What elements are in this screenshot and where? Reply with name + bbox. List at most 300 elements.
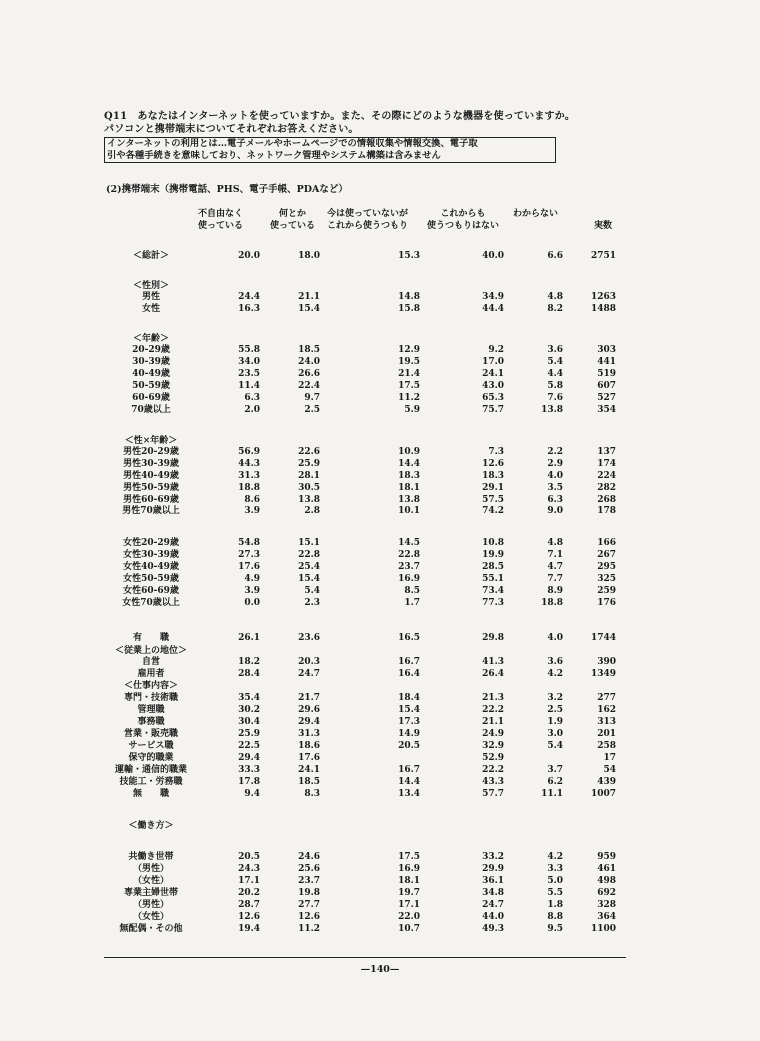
cell-col-6: 282 xyxy=(597,483,616,493)
cell-col-5: 18.8 xyxy=(541,598,563,608)
cell-col-2: 31.3 xyxy=(298,729,320,739)
cell-col-1: 24.3 xyxy=(238,864,260,874)
cell-col-6: 166 xyxy=(597,538,616,548)
cell-col-4: 44.0 xyxy=(482,912,504,922)
cell-col-1: 17.1 xyxy=(238,876,260,886)
cell-col-3: 22.8 xyxy=(398,550,420,560)
table-row xyxy=(0,864,760,875)
row-label: 女性20-29歳 xyxy=(123,538,179,548)
cell-col-6: 959 xyxy=(597,852,616,862)
cell-col-3: 13.4 xyxy=(398,789,420,799)
cell-col-4: 21.1 xyxy=(482,717,504,727)
cell-col-6: 692 xyxy=(597,888,616,898)
cell-col-6: 201 xyxy=(597,729,616,739)
table-row xyxy=(0,369,760,380)
cell-col-2: 26.6 xyxy=(298,369,320,379)
row-label: 男性70歳以上 xyxy=(122,506,180,516)
cell-col-4: 21.3 xyxy=(482,693,504,703)
cell-col-5: 11.1 xyxy=(541,789,563,799)
cell-col-2: 2.8 xyxy=(304,506,320,516)
cell-col-6: 268 xyxy=(597,495,616,505)
cell-col-1: 44.3 xyxy=(238,459,260,469)
cell-col-5: 9.5 xyxy=(547,924,563,934)
cell-col-5: 3.6 xyxy=(547,345,563,355)
table-row xyxy=(0,888,760,899)
table-row xyxy=(0,495,760,506)
row-label: （女性） xyxy=(132,912,169,922)
cell-col-4: 24.7 xyxy=(482,900,504,910)
row-label: ＜性別＞ xyxy=(132,281,169,291)
cell-col-1: 4.9 xyxy=(244,574,260,584)
cell-col-5: 5.4 xyxy=(547,357,563,367)
cell-col-2: 25.6 xyxy=(298,864,320,874)
cell-col-6: 267 xyxy=(597,550,616,560)
row-label: 自営 xyxy=(141,657,160,667)
row-label: ＜働き方＞ xyxy=(128,821,174,831)
table-row xyxy=(0,633,760,644)
row-label: ＜年齢＞ xyxy=(132,334,169,344)
row-label: ＜仕事内容＞ xyxy=(123,681,178,691)
cell-col-2: 23.6 xyxy=(298,633,320,643)
cell-col-3: 14.4 xyxy=(398,777,420,787)
cell-col-6: 328 xyxy=(597,900,616,910)
cell-col-2: 24.1 xyxy=(298,765,320,775)
cell-col-6: 313 xyxy=(597,717,616,727)
row-label: 男性 xyxy=(141,292,160,302)
column-header-5: わからない xyxy=(513,209,559,219)
cell-col-2: 18.5 xyxy=(298,777,320,787)
table-row xyxy=(0,506,760,517)
cell-col-1: 11.4 xyxy=(238,381,260,391)
cell-col-4: 19.9 xyxy=(482,550,504,560)
cell-col-4: 28.5 xyxy=(482,562,504,572)
cell-col-4: 57.5 xyxy=(482,495,504,505)
cell-col-3: 11.2 xyxy=(398,393,420,403)
table-row xyxy=(0,436,760,447)
row-label: ＜総計＞ xyxy=(132,251,169,261)
cell-col-3: 14.9 xyxy=(398,729,420,739)
cell-col-5: 3.0 xyxy=(547,729,563,739)
cell-col-5: 7.1 xyxy=(547,550,563,560)
cell-col-6: 1744 xyxy=(590,633,616,643)
cell-col-3: 13.8 xyxy=(398,495,420,505)
cell-col-3: 8.5 xyxy=(404,586,420,596)
cell-col-5: 5.0 xyxy=(547,876,563,886)
cell-col-4: 74.2 xyxy=(482,506,504,516)
row-label: 営業・販売職 xyxy=(123,729,178,739)
table-subtitle: (2)携帯端末（携帯電話、PHS、電子手帳、PDAなど） xyxy=(106,184,348,195)
cell-col-5: 4.8 xyxy=(547,538,563,548)
cell-col-2: 5.4 xyxy=(304,586,320,596)
cell-col-1: 29.4 xyxy=(238,753,260,763)
cell-col-2: 15.1 xyxy=(298,538,320,548)
cell-col-4: 29.1 xyxy=(482,483,504,493)
row-label: ＜従業上の地位＞ xyxy=(114,646,187,656)
cell-col-4: 34.8 xyxy=(482,888,504,898)
cell-col-3: 16.4 xyxy=(398,669,420,679)
cell-col-2: 9.7 xyxy=(304,393,320,403)
table-row xyxy=(0,693,760,704)
cell-col-1: 20.5 xyxy=(238,852,260,862)
cell-col-5: 4.0 xyxy=(547,633,563,643)
table-row xyxy=(0,304,760,315)
cell-col-2: 23.7 xyxy=(298,876,320,886)
cell-col-1: 17.6 xyxy=(238,562,260,572)
row-label: 男性50-59歳 xyxy=(123,483,179,493)
cell-col-4: 34.9 xyxy=(482,292,504,302)
cell-col-6: 439 xyxy=(597,777,616,787)
cell-col-6: 162 xyxy=(597,705,616,715)
cell-col-3: 16.7 xyxy=(398,765,420,775)
cell-col-6: 527 xyxy=(597,393,616,403)
row-label: 無配偶・その他 xyxy=(119,924,183,934)
cell-col-1: 8.6 xyxy=(244,495,260,505)
cell-col-5: 7.7 xyxy=(547,574,563,584)
cell-col-3: 22.0 xyxy=(398,912,420,922)
cell-col-3: 16.9 xyxy=(398,574,420,584)
cell-col-2: 17.6 xyxy=(298,753,320,763)
cell-col-5: 5.4 xyxy=(547,741,563,751)
row-label: 保守的職業 xyxy=(128,753,174,763)
row-label: 40-49歳 xyxy=(132,369,170,379)
cell-col-3: 18.1 xyxy=(398,876,420,886)
cell-col-4: 12.6 xyxy=(482,459,504,469)
cell-col-2: 27.7 xyxy=(298,900,320,910)
row-label: 雇用者 xyxy=(137,669,165,679)
cell-col-4: 73.4 xyxy=(482,586,504,596)
cell-col-3: 15.3 xyxy=(398,251,420,261)
cell-col-1: 24.4 xyxy=(238,292,260,302)
row-label: 女性50-59歳 xyxy=(123,574,179,584)
row-label: 事務職 xyxy=(137,717,165,727)
cell-col-4: 29.8 xyxy=(482,633,504,643)
cell-col-2: 18.6 xyxy=(298,741,320,751)
cell-col-2: 2.5 xyxy=(304,405,320,415)
cell-col-5: 2.5 xyxy=(547,705,563,715)
row-label: 女性60-69歳 xyxy=(123,586,179,596)
row-label: 専門・技術職 xyxy=(123,693,178,703)
cell-col-5: 4.7 xyxy=(547,562,563,572)
cell-col-2: 28.1 xyxy=(298,471,320,481)
cell-col-1: 33.3 xyxy=(238,765,260,775)
row-label: 有 職 xyxy=(132,633,169,643)
cell-col-1: 9.4 xyxy=(244,789,260,799)
column-header-3: 今は使っていないが これから使うつもり xyxy=(327,209,409,231)
table-row xyxy=(0,334,760,345)
cell-col-6: 303 xyxy=(597,345,616,355)
table-row xyxy=(0,381,760,392)
question-line-2: パソコンと携帯端末についてそれぞれお答えください。 xyxy=(104,124,359,135)
cell-col-5: 3.5 xyxy=(547,483,563,493)
cell-col-3: 18.1 xyxy=(398,483,420,493)
cell-col-5: 2.9 xyxy=(547,459,563,469)
cell-col-5: 1.9 xyxy=(547,717,563,727)
cell-col-6: 224 xyxy=(597,471,616,481)
cell-col-3: 14.5 xyxy=(398,538,420,548)
cell-col-5: 4.0 xyxy=(547,471,563,481)
table-row xyxy=(0,729,760,740)
cell-col-3: 23.7 xyxy=(398,562,420,572)
cell-col-1: 19.4 xyxy=(238,924,260,934)
cell-col-4: 33.2 xyxy=(482,852,504,862)
cell-col-3: 16.9 xyxy=(398,864,420,874)
cell-col-3: 19.5 xyxy=(398,357,420,367)
cell-col-5: 8.8 xyxy=(547,912,563,922)
cell-col-6: 2751 xyxy=(590,251,616,261)
cell-col-2: 25.9 xyxy=(298,459,320,469)
table-row xyxy=(0,753,760,764)
cell-col-3: 19.7 xyxy=(398,888,420,898)
cell-col-5: 9.0 xyxy=(547,506,563,516)
cell-col-2: 18.5 xyxy=(298,345,320,355)
cell-col-6: 1349 xyxy=(590,669,616,679)
cell-col-5: 5.8 xyxy=(547,381,563,391)
cell-col-4: 32.9 xyxy=(482,741,504,751)
cell-col-6: 607 xyxy=(597,381,616,391)
cell-col-2: 22.8 xyxy=(298,550,320,560)
row-label: 男性40-49歳 xyxy=(123,471,179,481)
row-label: 60-69歳 xyxy=(132,393,170,403)
row-label: 女性 xyxy=(141,304,160,314)
cell-col-1: 35.4 xyxy=(238,693,260,703)
cell-col-2: 18.0 xyxy=(298,251,320,261)
table-row xyxy=(0,471,760,482)
table-row xyxy=(0,562,760,573)
cell-col-6: 461 xyxy=(597,864,616,874)
cell-col-3: 15.8 xyxy=(398,304,420,314)
cell-col-1: 22.5 xyxy=(238,741,260,751)
table-row xyxy=(0,876,760,887)
row-label: 無 職 xyxy=(132,789,169,799)
cell-col-5: 6.6 xyxy=(547,251,563,261)
cell-col-3: 5.9 xyxy=(404,405,420,415)
cell-col-4: 41.3 xyxy=(482,657,504,667)
row-label: ＜性×年齢＞ xyxy=(124,436,178,446)
table-row xyxy=(0,705,760,716)
cell-col-4: 26.4 xyxy=(482,669,504,679)
table-bottom-rule xyxy=(104,957,626,958)
table-row xyxy=(0,405,760,416)
row-label: 70歳以上 xyxy=(131,405,171,415)
cell-col-5: 3.7 xyxy=(547,765,563,775)
cell-col-2: 29.4 xyxy=(298,717,320,727)
row-label: 男性60-69歳 xyxy=(123,495,179,505)
cell-col-5: 4.2 xyxy=(547,669,563,679)
table-row xyxy=(0,765,760,776)
cell-col-1: 28.7 xyxy=(238,900,260,910)
table-row xyxy=(0,852,760,863)
cell-col-1: 17.8 xyxy=(238,777,260,787)
cell-col-5: 6.2 xyxy=(547,777,563,787)
cell-col-4: 49.3 xyxy=(482,924,504,934)
row-label: 30-39歳 xyxy=(132,357,170,367)
cell-col-4: 24.9 xyxy=(482,729,504,739)
cell-col-5: 4.8 xyxy=(547,292,563,302)
cell-col-3: 18.3 xyxy=(398,471,420,481)
cell-col-1: 23.5 xyxy=(238,369,260,379)
cell-col-2: 30.5 xyxy=(298,483,320,493)
cell-col-1: 31.3 xyxy=(238,471,260,481)
cell-col-6: 1488 xyxy=(590,304,616,314)
column-header-1: 不自由なく 使っている xyxy=(198,209,244,231)
table-row xyxy=(0,393,760,404)
table-row xyxy=(0,681,760,692)
table-row xyxy=(0,586,760,597)
cell-col-6: 174 xyxy=(597,459,616,469)
cell-col-4: 52.9 xyxy=(482,753,504,763)
cell-col-6: 259 xyxy=(597,586,616,596)
cell-col-2: 21.7 xyxy=(298,693,320,703)
cell-col-4: 40.0 xyxy=(482,251,504,261)
cell-col-6: 1007 xyxy=(590,789,616,799)
table-row xyxy=(0,251,760,262)
table-row xyxy=(0,459,760,470)
row-label: 女性30-39歳 xyxy=(123,550,179,560)
cell-col-3: 14.8 xyxy=(398,292,420,302)
table-row xyxy=(0,357,760,368)
row-label: （男性） xyxy=(132,864,169,874)
cell-col-4: 29.9 xyxy=(482,864,504,874)
cell-col-1: 18.8 xyxy=(238,483,260,493)
cell-col-3: 1.7 xyxy=(404,598,420,608)
cell-col-2: 20.3 xyxy=(298,657,320,667)
cell-col-2: 25.4 xyxy=(298,562,320,572)
cell-col-3: 10.7 xyxy=(398,924,420,934)
cell-col-5: 8.9 xyxy=(547,586,563,596)
cell-col-2: 19.8 xyxy=(298,888,320,898)
row-label: 20-29歳 xyxy=(132,345,170,355)
note-line-2: 引や各種手続きを意味しており、ネットワーク管理やシステム構築は含みません xyxy=(107,150,441,161)
cell-col-3: 17.3 xyxy=(398,717,420,727)
cell-col-5: 2.2 xyxy=(547,447,563,457)
cell-col-4: 10.8 xyxy=(482,538,504,548)
cell-col-6: 295 xyxy=(597,562,616,572)
cell-col-1: 2.0 xyxy=(244,405,260,415)
cell-col-6: 354 xyxy=(597,405,616,415)
cell-col-3: 17.5 xyxy=(398,852,420,862)
cell-col-4: 18.3 xyxy=(482,471,504,481)
cell-col-5: 5.5 xyxy=(547,888,563,898)
cell-col-5: 1.8 xyxy=(547,900,563,910)
cell-col-4: 77.3 xyxy=(482,598,504,608)
cell-col-1: 30.4 xyxy=(238,717,260,727)
cell-col-3: 12.9 xyxy=(398,345,420,355)
cell-col-2: 24.6 xyxy=(298,852,320,862)
cell-col-1: 55.8 xyxy=(238,345,260,355)
cell-col-2: 12.6 xyxy=(298,912,320,922)
cell-col-6: 519 xyxy=(597,369,616,379)
cell-col-3: 10.9 xyxy=(398,447,420,457)
cell-col-3: 21.4 xyxy=(398,369,420,379)
cell-col-6: 176 xyxy=(597,598,616,608)
cell-col-5: 3.2 xyxy=(547,693,563,703)
cell-col-2: 13.8 xyxy=(298,495,320,505)
cell-col-1: 20.0 xyxy=(238,251,260,261)
column-header-2: 何とか 使っている xyxy=(270,209,316,231)
cell-col-4: 43.0 xyxy=(482,381,504,391)
cell-col-6: 137 xyxy=(597,447,616,457)
row-label: サービス職 xyxy=(128,741,174,751)
cell-col-6: 178 xyxy=(597,506,616,516)
row-label: （男性） xyxy=(132,900,169,910)
cell-col-2: 24.7 xyxy=(298,669,320,679)
cell-col-4: 43.3 xyxy=(482,777,504,787)
table-row xyxy=(0,574,760,585)
table-row xyxy=(0,483,760,494)
row-label: 男性20-29歳 xyxy=(123,447,179,457)
cell-col-4: 57.7 xyxy=(482,789,504,799)
cell-col-2: 24.0 xyxy=(298,357,320,367)
table-row xyxy=(0,657,760,668)
cell-col-1: 3.9 xyxy=(244,506,260,516)
cell-col-4: 17.0 xyxy=(482,357,504,367)
definition-note-box xyxy=(104,137,556,163)
cell-col-6: 17 xyxy=(603,753,616,763)
row-label: 50-59歳 xyxy=(132,381,170,391)
cell-col-3: 10.1 xyxy=(398,506,420,516)
cell-col-5: 4.2 xyxy=(547,852,563,862)
table-row xyxy=(0,669,760,680)
cell-col-1: 28.4 xyxy=(238,669,260,679)
cell-col-2: 22.4 xyxy=(298,381,320,391)
cell-col-1: 56.9 xyxy=(238,447,260,457)
cell-col-1: 34.0 xyxy=(238,357,260,367)
cell-col-4: 7.3 xyxy=(488,447,504,457)
cell-col-2: 15.4 xyxy=(298,304,320,314)
cell-col-6: 390 xyxy=(597,657,616,667)
row-label: 男性30-39歳 xyxy=(123,459,179,469)
table-row xyxy=(0,821,760,832)
table-row xyxy=(0,281,760,292)
cell-col-2: 29.6 xyxy=(298,705,320,715)
table-row xyxy=(0,538,760,549)
cell-col-2: 15.4 xyxy=(298,574,320,584)
cell-col-4: 22.2 xyxy=(482,705,504,715)
row-label: 管理職 xyxy=(137,705,165,715)
cell-col-2: 22.6 xyxy=(298,447,320,457)
cell-col-6: 277 xyxy=(597,693,616,703)
cell-col-5: 4.4 xyxy=(547,369,563,379)
cell-col-3: 20.5 xyxy=(398,741,420,751)
table-row xyxy=(0,912,760,923)
cell-col-2: 8.3 xyxy=(304,789,320,799)
table-row xyxy=(0,598,760,609)
cell-col-6: 325 xyxy=(597,574,616,584)
table-row xyxy=(0,550,760,561)
table-row xyxy=(0,292,760,303)
cell-col-3: 14.4 xyxy=(398,459,420,469)
cell-col-4: 24.1 xyxy=(482,369,504,379)
cell-col-2: 21.1 xyxy=(298,292,320,302)
cell-col-1: 30.2 xyxy=(238,705,260,715)
row-label: 専業主婦世帯 xyxy=(123,888,178,898)
column-header-4: これからも 使うつもりはない xyxy=(427,209,500,231)
cell-col-4: 9.2 xyxy=(488,345,504,355)
cell-col-5: 7.6 xyxy=(547,393,563,403)
cell-col-3: 17.1 xyxy=(398,900,420,910)
row-label: 運輸・通信的職業 xyxy=(114,765,187,775)
row-label: 共働き世帯 xyxy=(128,852,174,862)
cell-col-1: 54.8 xyxy=(238,538,260,548)
table-row xyxy=(0,741,760,752)
row-label: 女性40-49歳 xyxy=(123,562,179,572)
table-row xyxy=(0,789,760,800)
cell-col-1: 0.0 xyxy=(244,598,260,608)
question-line-1: Q11 あなたはインターネットを使っていますか。また、その際にどのような機器を使っていますか。 xyxy=(104,111,576,122)
row-label: 女性70歳以上 xyxy=(122,598,180,608)
cell-col-3: 16.7 xyxy=(398,657,420,667)
cell-col-4: 75.7 xyxy=(482,405,504,415)
